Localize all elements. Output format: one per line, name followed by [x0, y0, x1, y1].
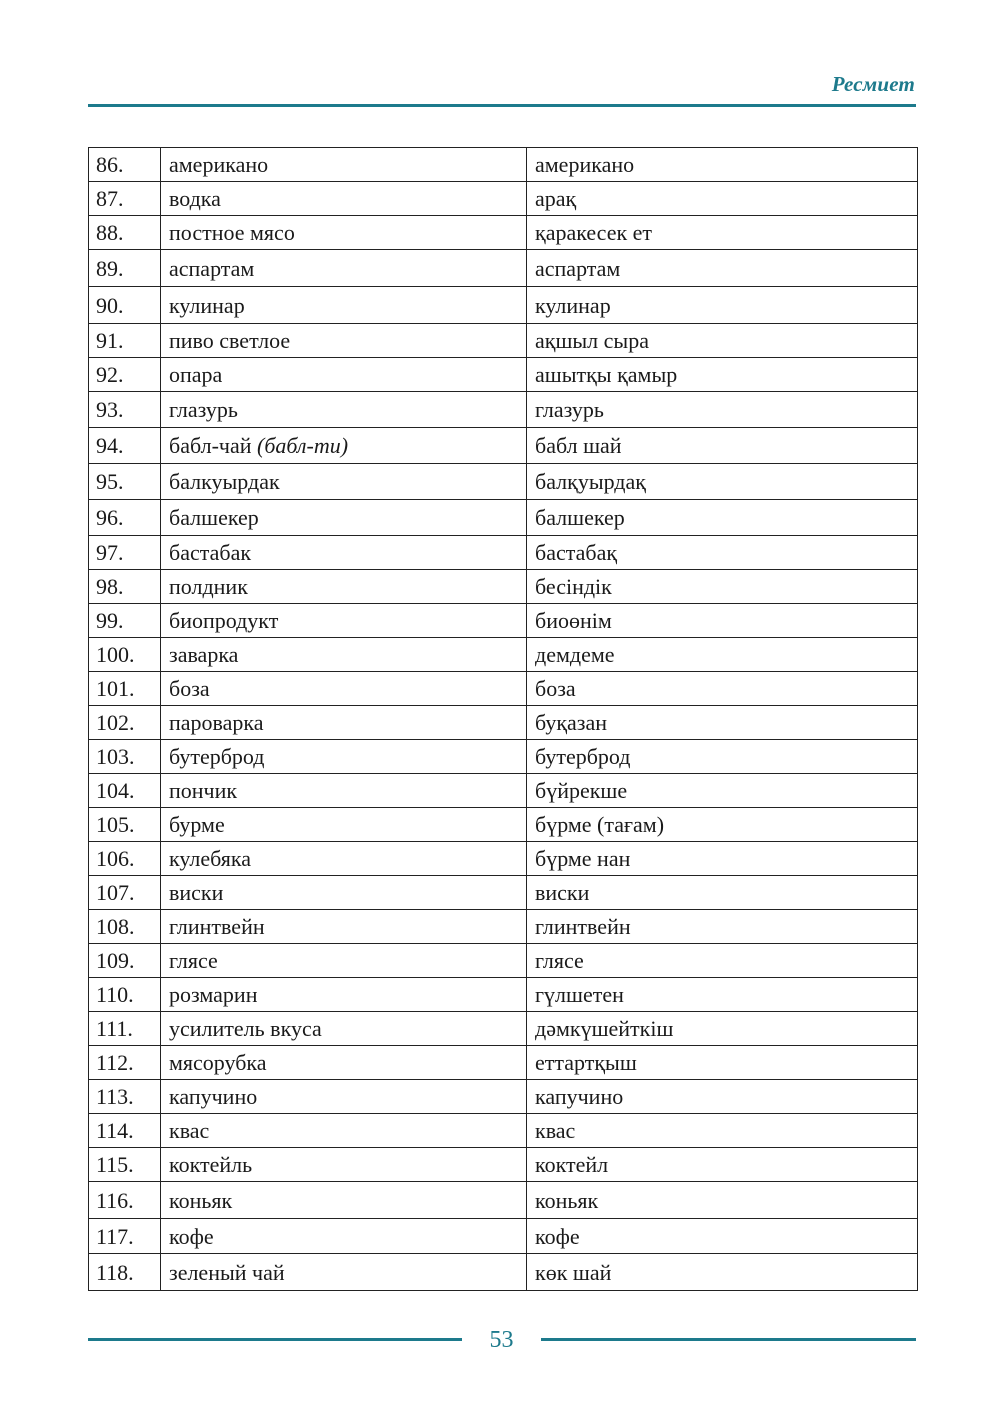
russian-term	[161, 464, 527, 500]
row-number: 102.	[89, 706, 161, 740]
russian-term	[161, 392, 527, 428]
russian-term	[161, 287, 527, 324]
kazakh-term: квас	[527, 1114, 918, 1148]
table-row	[89, 876, 918, 910]
russian-term	[161, 250, 527, 287]
kazakh-term: глинтвейн	[527, 910, 918, 944]
russian-term	[161, 1012, 527, 1046]
row-number: 98.	[89, 570, 161, 604]
russian-term-text: пиво светлое	[169, 328, 291, 353]
table-row	[89, 1046, 918, 1080]
running-header-title: Ресмиет	[831, 72, 915, 96]
russian-term-text: глазурь	[169, 397, 238, 422]
row-number: 109.	[89, 944, 161, 978]
russian-term	[161, 808, 527, 842]
table-row	[89, 978, 918, 1012]
row-number: 91.	[89, 324, 161, 358]
russian-term-text: квас	[169, 1118, 210, 1143]
table-row	[89, 672, 918, 706]
russian-term	[161, 428, 527, 464]
header-divider	[88, 104, 916, 107]
table-row	[89, 392, 918, 428]
table-row	[89, 1254, 918, 1291]
table-row	[89, 536, 918, 570]
table-row	[89, 842, 918, 876]
kazakh-term: коньяк	[527, 1182, 918, 1219]
kazakh-term: дәмкүшейткіш	[527, 1012, 918, 1046]
russian-term-text: заварка	[169, 642, 239, 667]
row-number: 90.	[89, 287, 161, 324]
table-row	[89, 944, 918, 978]
row-number: 97.	[89, 536, 161, 570]
russian-term	[161, 604, 527, 638]
kazakh-term: ашытқы қамыр	[527, 358, 918, 392]
russian-term-text: коктейль	[169, 1152, 253, 1177]
russian-term-text: балкуырдак	[169, 469, 280, 494]
russian-term	[161, 148, 527, 182]
russian-term-note: (бабл-ти)	[257, 433, 349, 458]
russian-term-text: розмарин	[169, 982, 258, 1007]
table-row	[89, 570, 918, 604]
row-number: 114.	[89, 1114, 161, 1148]
row-number: 110.	[89, 978, 161, 1012]
kazakh-term: гүлшетен	[527, 978, 918, 1012]
kazakh-term: бүрме (тағам)	[527, 808, 918, 842]
row-number: 104.	[89, 774, 161, 808]
russian-term-text: коньяк	[169, 1187, 233, 1213]
russian-term	[161, 706, 527, 740]
kazakh-term: бүйрекше	[527, 774, 918, 808]
table-row	[89, 740, 918, 774]
russian-term-text: опара	[169, 362, 223, 387]
table-row	[89, 1080, 918, 1114]
russian-term-text: кофе	[169, 1223, 214, 1249]
table-row	[89, 706, 918, 740]
table-row	[89, 1219, 918, 1254]
table-row	[89, 148, 918, 182]
table-row	[89, 500, 918, 536]
russian-term	[161, 876, 527, 910]
russian-term	[161, 842, 527, 876]
russian-term	[161, 910, 527, 944]
russian-term-text: бабл-чай	[169, 433, 252, 458]
russian-term	[161, 774, 527, 808]
table-row	[89, 1182, 918, 1219]
row-number: 88.	[89, 216, 161, 250]
kazakh-term: бүрме нан	[527, 842, 918, 876]
russian-term-text: пончик	[169, 778, 238, 803]
russian-term-text: пароварка	[169, 710, 264, 735]
russian-term-text: биопродукт	[169, 608, 279, 633]
table-row	[89, 464, 918, 500]
kazakh-term: кулинар	[527, 287, 918, 324]
kazakh-term: көк шай	[527, 1254, 918, 1291]
russian-term	[161, 672, 527, 706]
russian-term	[161, 1046, 527, 1080]
kazakh-term: кофе	[527, 1219, 918, 1254]
kazakh-term: американо	[527, 148, 918, 182]
russian-term	[161, 536, 527, 570]
russian-term-text: бастабак	[169, 540, 252, 565]
table-row	[89, 287, 918, 324]
russian-term-text: усилитель вкуса	[169, 1016, 322, 1041]
russian-term	[161, 1219, 527, 1254]
row-number: 100.	[89, 638, 161, 672]
russian-term	[161, 570, 527, 604]
glossary-table-body	[89, 148, 918, 1291]
row-number: 105.	[89, 808, 161, 842]
row-number: 96.	[89, 500, 161, 536]
row-number: 106.	[89, 842, 161, 876]
table-row	[89, 1012, 918, 1046]
row-number: 101.	[89, 672, 161, 706]
kazakh-term: бутерброд	[527, 740, 918, 774]
kazakh-term: демдеме	[527, 638, 918, 672]
russian-term-text: бурме	[169, 812, 225, 837]
row-number: 115.	[89, 1148, 161, 1182]
kazakh-term: капучино	[527, 1080, 918, 1114]
russian-term-text: мясорубка	[169, 1050, 267, 1075]
kazakh-term: еттартқыш	[527, 1046, 918, 1080]
row-number: 112.	[89, 1046, 161, 1080]
table-row	[89, 638, 918, 672]
kazakh-term: буқазан	[527, 706, 918, 740]
kazakh-term: боза	[527, 672, 918, 706]
row-number: 89.	[89, 250, 161, 287]
russian-term	[161, 740, 527, 774]
russian-term-text: зеленый чай	[169, 1259, 285, 1285]
kazakh-term: глазурь	[527, 392, 918, 428]
russian-term	[161, 1148, 527, 1182]
row-number: 113.	[89, 1080, 161, 1114]
russian-term-text: глясе	[169, 948, 218, 973]
kazakh-term: бесіндік	[527, 570, 918, 604]
russian-term-text: американо	[169, 152, 269, 177]
table-row	[89, 1148, 918, 1182]
russian-term	[161, 182, 527, 216]
russian-term	[161, 1080, 527, 1114]
russian-term	[161, 638, 527, 672]
russian-term	[161, 358, 527, 392]
row-number: 111.	[89, 1012, 161, 1046]
table-row	[89, 1114, 918, 1148]
russian-term-text: аспартам	[169, 255, 255, 281]
table-row	[89, 604, 918, 638]
row-number: 107.	[89, 876, 161, 910]
russian-term	[161, 216, 527, 250]
russian-term-text: водка	[169, 186, 221, 211]
row-number: 95.	[89, 464, 161, 500]
table-row	[89, 216, 918, 250]
table-row	[89, 808, 918, 842]
table-row	[89, 774, 918, 808]
russian-term-text: кулебяка	[169, 846, 252, 871]
kazakh-term: қаракесек ет	[527, 216, 918, 250]
table-row	[89, 910, 918, 944]
russian-term	[161, 978, 527, 1012]
row-number: 103.	[89, 740, 161, 774]
table-row	[89, 182, 918, 216]
kazakh-term: глясе	[527, 944, 918, 978]
row-number: 86.	[89, 148, 161, 182]
table-row	[89, 358, 918, 392]
russian-term	[161, 944, 527, 978]
row-number: 99.	[89, 604, 161, 638]
kazakh-term: бабл шай	[527, 428, 918, 464]
row-number: 93.	[89, 392, 161, 428]
russian-term-text: бутерброд	[169, 744, 265, 769]
row-number: 118.	[89, 1254, 161, 1291]
russian-term-text: постное мясо	[169, 220, 295, 245]
page-number: 53	[489, 1327, 514, 1353]
russian-term-text: полдник	[169, 574, 248, 599]
russian-term	[161, 1254, 527, 1291]
row-number: 92.	[89, 358, 161, 392]
row-number: 87.	[89, 182, 161, 216]
footer-divider-right	[541, 1338, 916, 1341]
russian-term	[161, 1182, 527, 1219]
row-number: 108.	[89, 910, 161, 944]
russian-term-text: глинтвейн	[169, 914, 265, 939]
russian-term	[161, 324, 527, 358]
kazakh-term: арақ	[527, 182, 918, 216]
row-number: 94.	[89, 428, 161, 464]
row-number: 117.	[89, 1219, 161, 1254]
russian-term	[161, 1114, 527, 1148]
table-row	[89, 250, 918, 287]
kazakh-term: балқуырдақ	[527, 464, 918, 500]
kazakh-term: ақшыл сыра	[527, 324, 918, 358]
kazakh-term: виски	[527, 876, 918, 910]
russian-term-text: капучино	[169, 1084, 258, 1109]
russian-term	[161, 500, 527, 536]
table-row	[89, 428, 918, 464]
footer-divider-left	[88, 1338, 462, 1341]
russian-term-text: балшекер	[169, 505, 259, 530]
russian-term-text: кулинар	[169, 292, 245, 318]
glossary-table	[88, 147, 918, 1291]
row-number: 116.	[89, 1182, 161, 1219]
kazakh-term: балшекер	[527, 500, 918, 536]
russian-term-text: виски	[169, 880, 224, 905]
russian-term-text: боза	[169, 676, 210, 701]
kazakh-term: биоөнім	[527, 604, 918, 638]
kazakh-term: бастабақ	[527, 536, 918, 570]
table-row	[89, 324, 918, 358]
kazakh-term: коктейл	[527, 1148, 918, 1182]
kazakh-term: аспартам	[527, 250, 918, 287]
